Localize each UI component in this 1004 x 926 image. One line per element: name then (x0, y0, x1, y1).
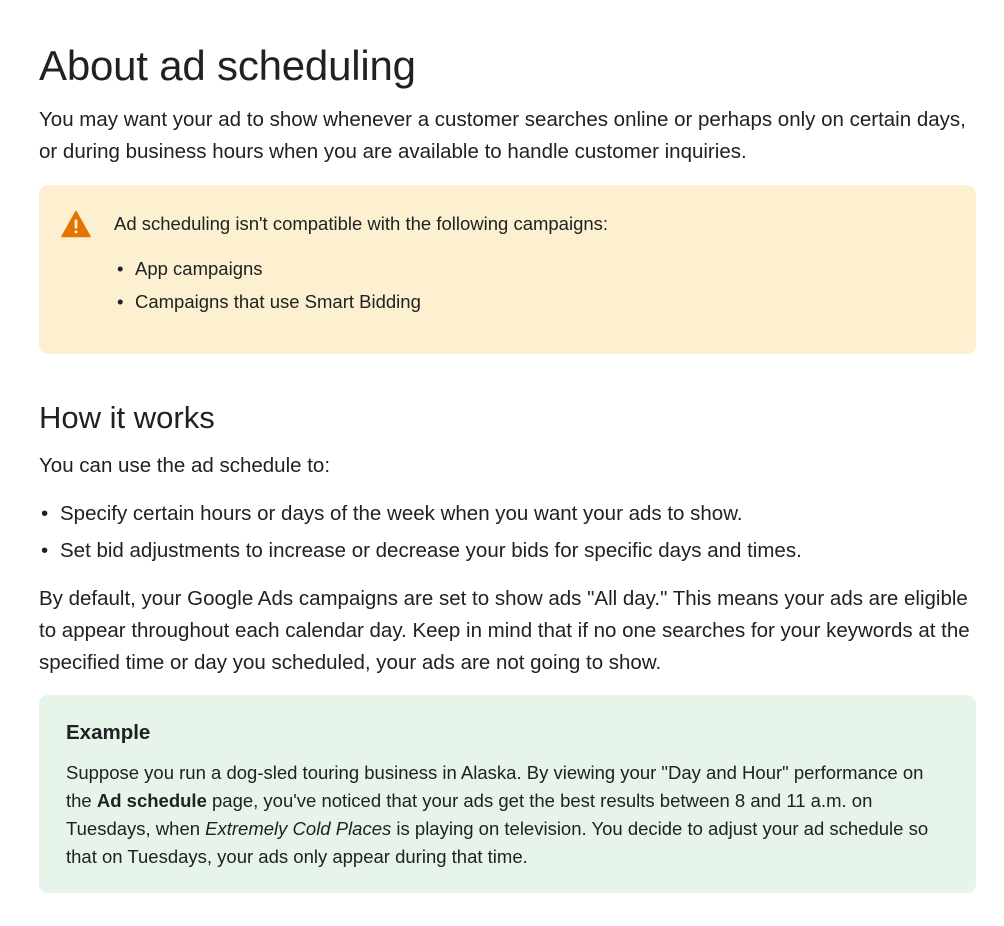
example-title: Example (66, 721, 151, 744)
list-item: • App campaigns (114, 255, 421, 288)
how-it-works-list (39, 498, 802, 572)
warning-list (114, 255, 421, 321)
section-lead: You can use the ad schedule to: (39, 454, 331, 477)
page-title: About ad scheduling (39, 42, 416, 89)
ad-schedule-emphasis: Ad schedule (96, 790, 207, 811)
list-item: • Set bid adjustments to increase or decrease your bids for specific days and times. (39, 535, 802, 572)
list-item: • Campaigns that use Smart Bidding (114, 288, 421, 321)
intro-paragraph: You may want your ad to show whenever a customer searches online or perhaps only on certain days, or during business hours when you are available to handle customer inquiries. (39, 108, 966, 163)
example-text: page, you've noticed that your ads get the best results between 8 and 11 a.m. on Tuesdays, when (66, 790, 873, 839)
warning-heading: Ad scheduling isn't compatible with the following campaigns: (114, 213, 609, 234)
section-heading-how-it-works: How it works (39, 400, 215, 435)
warning-triangle-icon (61, 210, 91, 238)
example-text: is playing on television. You decide to adjust your ad schedule so that on Tuesdays, your ads only appear during that time. (66, 818, 929, 867)
list-item: • Specify certain hours or days of the week when you want your ads to show. (39, 498, 802, 535)
default-schedule-paragraph: By default, your Google Ads campaigns are set to show ads "All day." This means your ads are eligible to appear throughout each calendar day. Keep in mind that if no one searches for your keywords at the specified time or day you scheduled, your ads are not going to show. (39, 587, 970, 674)
tv-show-title: Extremely Cold Places (205, 818, 392, 839)
example-text: Suppose you run a dog-sled touring business in Alaska. By viewing your "Day and Hour" performance on the (66, 762, 924, 811)
example-body (66, 759, 946, 871)
